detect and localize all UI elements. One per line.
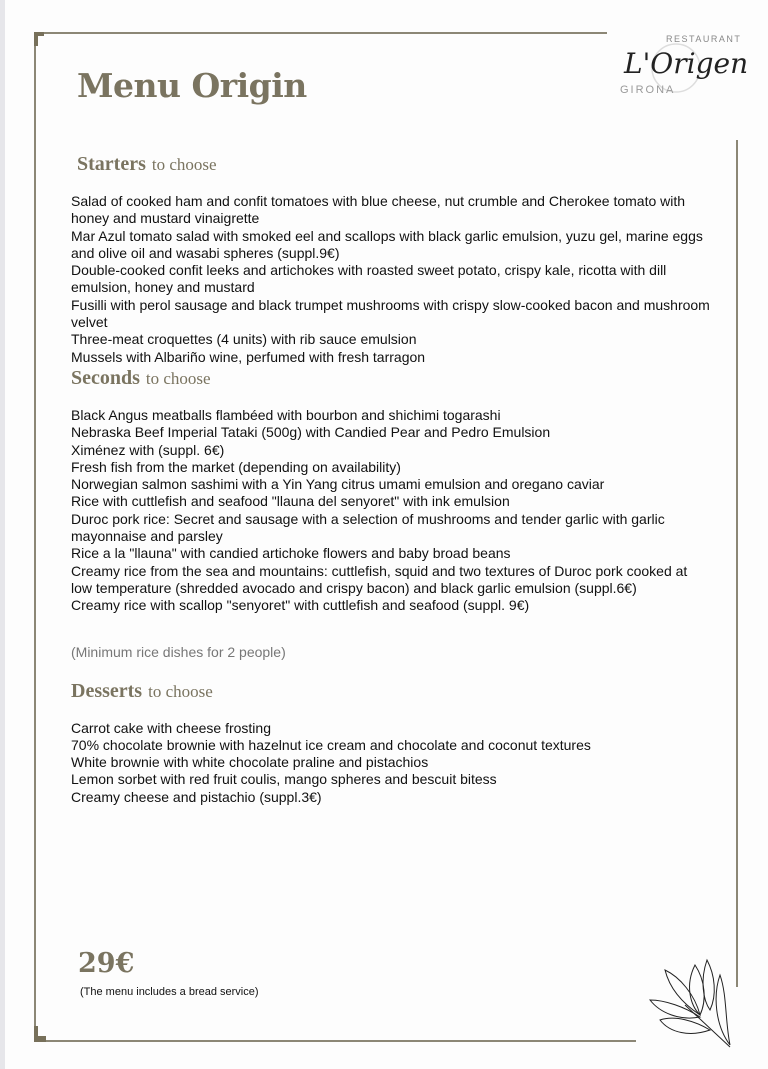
starters-item: Mar Azul tomato salad with smoked eel and scallops with black garlic emulsion, yuzu gel, marine eggs and olive oil and wasabi spheres (suppl.9€): [71, 227, 703, 261]
desserts-item: 70% chocolate brownie with hazelnut ice cream and chocolate and coconut textures: [71, 736, 591, 753]
frame-bottom: [34, 1040, 636, 1042]
logo-restaurant: RESTAURANT: [666, 34, 742, 44]
desserts-item: White brownie with white chocolate praline and pistachios: [71, 754, 429, 771]
leaf-illustration-icon: [645, 955, 740, 1050]
desserts-section: [71, 679, 711, 703]
corner-bottom-left-v: [34, 1026, 38, 1042]
seconds-sub: to choose: [145, 368, 211, 388]
starters-item: Three-meat croquettes (4 units) with rib sauce emulsion: [71, 331, 417, 348]
menu-price: 29€: [78, 948, 135, 979]
seconds-item: Creamy rice with scallop "senyoret" with cuttlefish and seafood (suppl. 9€): [71, 597, 530, 614]
price-note: (The menu includes a bread service): [80, 986, 259, 998]
seconds-item: Nebraska Beef Imperial Tataki (500g) with Candied Pear and Pedro Emulsion: [71, 424, 551, 441]
desserts-item: Carrot cake with cheese frosting: [71, 719, 271, 736]
starters-sub: to choose: [151, 155, 217, 174]
seconds-item: Black Angus meatballs flambéed with bourbon and shichimi togarashi: [71, 406, 501, 423]
seconds-item: Fresh fish from the market (depending on availability): [71, 458, 401, 475]
seconds-section: [71, 366, 711, 390]
logo-city: GIRONA: [620, 84, 676, 96]
desserts-heading: Desserts: [71, 679, 143, 702]
desserts-sub: to choose: [148, 681, 213, 701]
seconds-item: Ximénez with (suppl. 6€): [71, 441, 225, 458]
starters-heading: Starters: [77, 153, 146, 175]
menu-content: [71, 152, 711, 806]
seconds-item: Rice a la "llauna" with candied artichoke flowers and baby broad beans: [71, 545, 511, 562]
desserts-item: Lemon sorbet with red fruit coulis, mango spheres and bescuit bitess: [71, 771, 497, 788]
seconds-item: Rice with cuttlefish and seafood "llauna del senyoret" with ink emulsion: [71, 493, 510, 510]
starters-item: Salad of cooked ham and confit tomatoes with blue cheese, nut crumble and Cherokee tomato with honey and mustard vinaigrette: [71, 193, 686, 227]
rice-note: (Minimum rice dishes for 2 people): [71, 643, 286, 660]
corner-top-left-v: [34, 32, 38, 46]
frame-right: [736, 140, 738, 987]
desserts-item: Creamy cheese and pistachio (suppl.3€): [71, 788, 322, 805]
starters-item: Fusilli with perol sausage and black trumpet mushrooms with crispy slow-cooked bacon and mushroom velvet: [71, 296, 710, 331]
frame-left: [34, 32, 36, 1042]
restaurant-logo: [616, 34, 749, 106]
starters-item: Double-cooked confit leeks and artichokes with roasted sweet potato, crispy kale, ricotta with dill emulsion, honey and mustard: [71, 262, 667, 296]
logo-name: L'Origen: [624, 47, 749, 80]
desserts-list: [71, 720, 711, 806]
seconds-item: Norwegian salmon sashimi with a Yin Yang citrus umami emulsion and oregano caviar: [71, 476, 605, 493]
starters-item: Mussels with Albariño wine, perfumed with fresh tarragon: [71, 348, 426, 365]
page-edge: [0, 0, 5, 1069]
starters-section: [71, 152, 711, 176]
seconds-heading: Seconds: [71, 366, 140, 389]
page-title: Menu Origin: [77, 66, 307, 105]
frame-top: [34, 32, 607, 34]
seconds-item: Creamy rice from the sea and mountains: cuttlefish, squid and two textures of Duroc pork cooked at low temperature (shredded avocado and crispy bacon) and black garlic emulsion (suppl.6€): [71, 562, 688, 596]
seconds-item: Duroc pork rice: Secret and sausage with a selection of mushrooms and tender garlic with garlic mayonnaise and parsley: [71, 510, 665, 545]
seconds-list: [71, 407, 711, 615]
starters-list: [71, 193, 711, 366]
